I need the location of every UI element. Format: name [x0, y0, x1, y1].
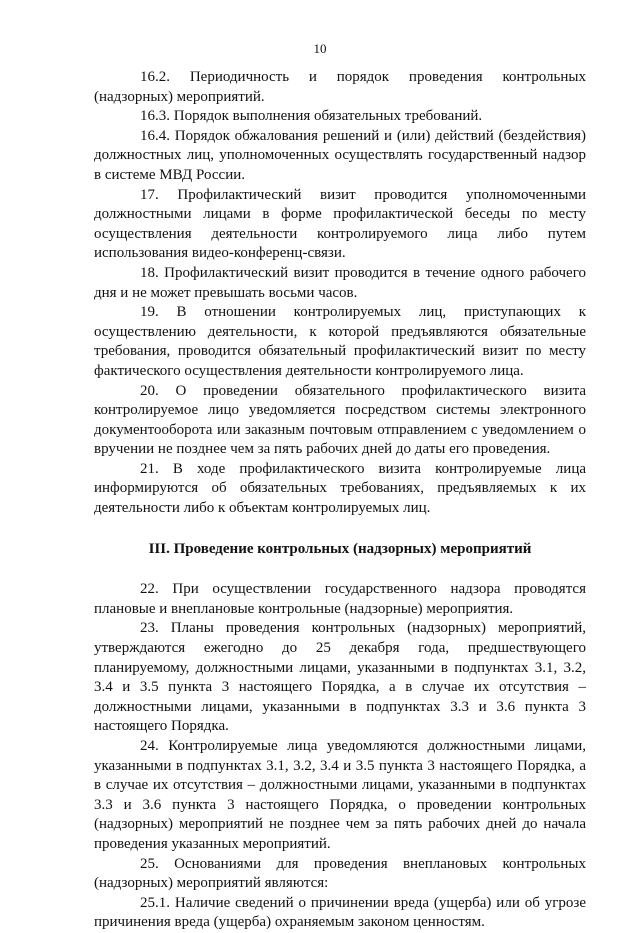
paragraph-24: 24. Контролируемые лица уведомляются должностными лицами, указанными в подпунктах 3.1, 3.2, 3.4 и 3.5 пункта 3 настоящего Порядка, а в случае их отсутствия – должностными лицами, указанными в подпунктах 3.3 и 3.6 пункта 3 настоящего Порядка, о проведении контрольных (надзорных) мероприятий не позднее чем за пять рабочих дней до начала проведения указанных мероприятий.	[94, 738, 586, 852]
document-body	[94, 68, 586, 933]
paragraph-23: 23. Планы проведения контрольных (надзорных) мероприятий, утверждаются ежегодно до 25 декабря года, предшествующего планируемому, должностными лицами, указанными в подпунктах 3.1, 3.2, 3.4 и 3.5 пункта 3 настоящего Порядка, а в случае их отсутствия – должностными лицами, указанными в подпунктах 3.3 и 3.6 пункта 3 настоящего Порядка.	[94, 620, 586, 735]
paragraph-18: 18. Профилактический визит проводится в течение одного рабочего дня и не может превышать восьми часов.	[94, 264, 586, 301]
paragraph-21: 21. В ходе профилактического визита контролируемые лица информируются об обязательных требованиях, предъявляемых к их деятельности либо к объектам контролируемых лиц.	[94, 460, 586, 517]
paragraph-16-2: 16.2. Периодичность и порядок проведения контрольных (надзорных) мероприятий.	[94, 69, 586, 105]
paragraph-16-4: 16.4. Порядок обжалования решений и (или) действий (бездействия) должностных лиц, уполномоченных осуществлять государственный надзор в системе МВД России.	[94, 127, 586, 183]
paragraph-20: 20. О проведении обязательного профилактического визита контролируемое лицо уведомляется посредством системы электронного документооборота или заказным почтовым отправлением с уведомлением о вручении не позднее чем за пять рабочих дней до даты его проведения.	[94, 382, 586, 458]
page-number: 10	[313, 41, 327, 56]
paragraph-17: 17. Профилактический визит проводится уполномоченными должностными лицами в форме профилактической беседы по месту осуществления деятельности контролируемого лица либо путем использования видео-конференц-связи.	[94, 186, 586, 262]
paragraph-22: 22. При осуществлении государственного надзора проводятся плановые и внеплановые контрольные (надзорные) мероприятия.	[94, 581, 586, 617]
paragraph-25-1: 25.1. Наличие сведений о причинении вреда (ущерба) или об угрозе причинения вреда (ущерба) охраняемым законом ценностям.	[94, 894, 586, 931]
paragraph-25: 25. Основаниями для проведения внеплановых контрольных (надзорных) мероприятий являются:	[94, 855, 586, 892]
section-heading: III. Проведение контрольных (надзорных) мероприятий	[148, 540, 532, 557]
paragraph-19: 19. В отношении контролируемых лиц, приступающих к осуществлению деятельности, к которой предъявляются обязательные требования, проводится обязательный профилактический визит по месту фактического осуществления деятельности контролируемого лица.	[94, 304, 586, 379]
paragraph-16-3: 16.3. Порядок выполнения обязательных требований.	[140, 108, 483, 125]
